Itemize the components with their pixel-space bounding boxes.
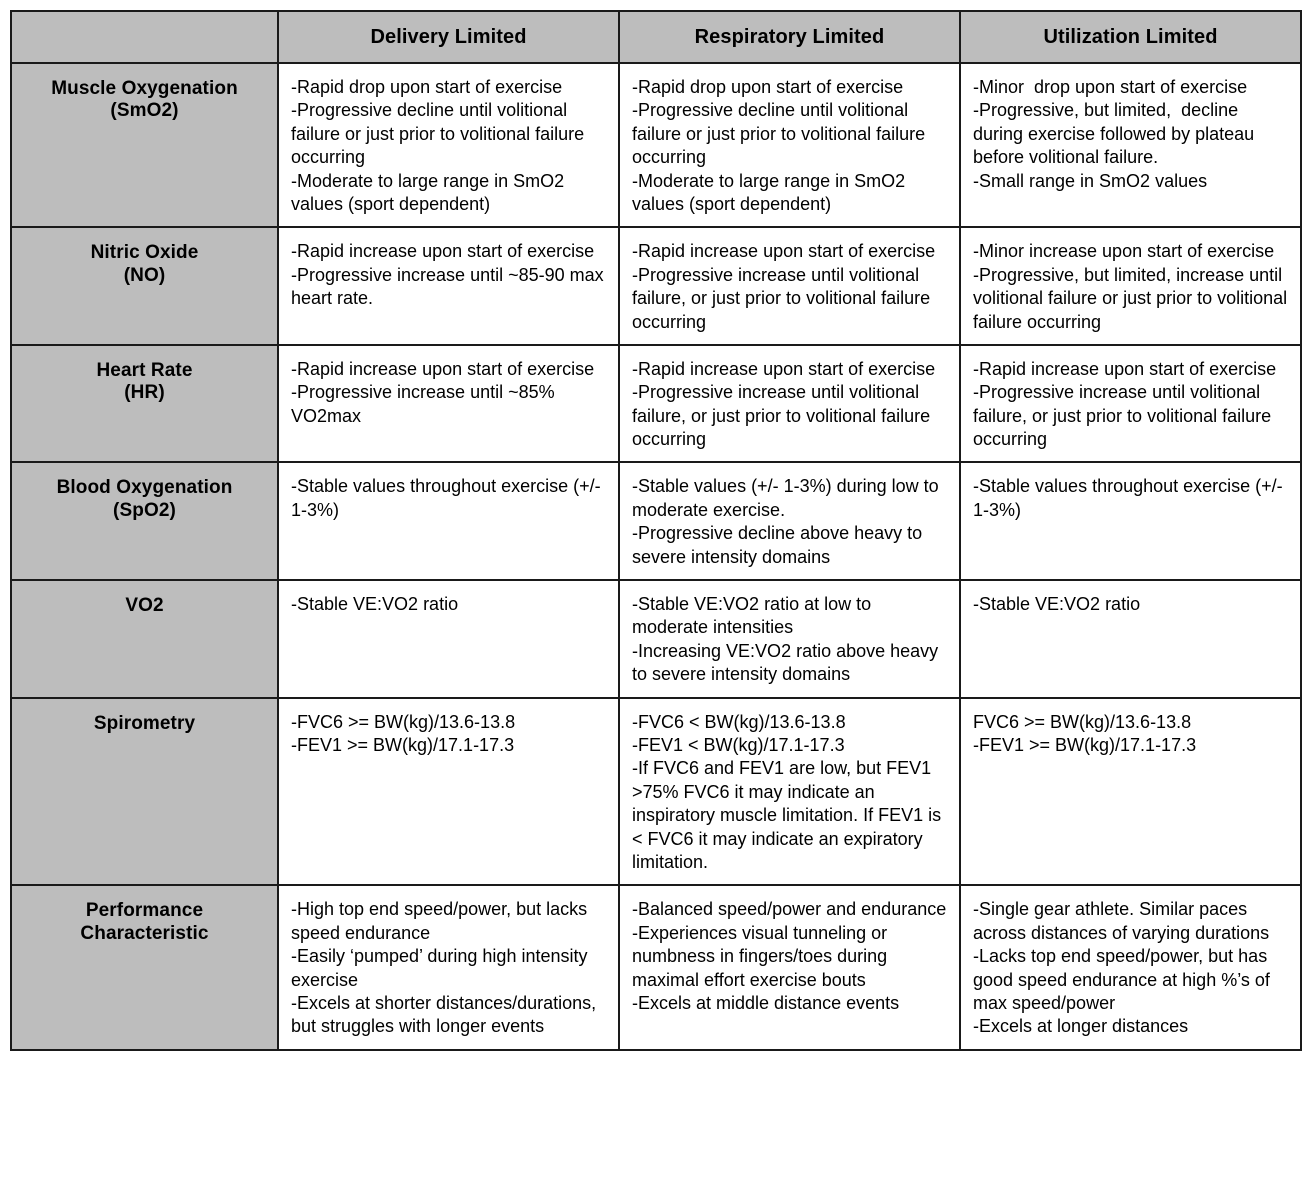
table-header-row [11, 11, 1301, 63]
row-header-line: Characteristic [80, 922, 209, 944]
table-row [11, 345, 1301, 463]
cell-bullet-line: -Stable VE:VO2 ratio [291, 594, 459, 615]
row-header-line: (SpO2) [113, 499, 176, 521]
column-header-delivery-limited: Delivery Limited [278, 11, 619, 63]
row-header-line: Nitric Oxide [90, 242, 199, 264]
cell-bullet-line: -Stable values throughout exercise (+/- 1-3%) [973, 476, 1288, 520]
cell-bullet-line: -Minor increase upon start of exercise [973, 241, 1275, 262]
table-cell-utilization [960, 885, 1301, 1049]
cell-bullet-line: -Rapid increase upon start of exercise [632, 241, 936, 262]
cell-bullet-line: -FEV1 < BW(kg)/17.1-17.3 [632, 734, 845, 755]
cell-bullet-line: -Experiences visual tunneling or numbness in fingers/toes during maximal effort exercise bouts [632, 922, 893, 990]
table-head [11, 11, 1301, 63]
row-header-cell [11, 63, 278, 227]
table-row [11, 885, 1301, 1049]
cell-bullet-line: -Easily ‘pumped’ during high intensity exercise [291, 946, 593, 990]
table-corner-cell [11, 11, 278, 63]
row-header-line: Spirometry [93, 712, 196, 734]
table-cell-respiratory [619, 345, 960, 463]
table-cell-delivery [278, 885, 619, 1049]
cell-bullet-line: -Progressive decline above heavy to severe intensity domains [632, 523, 933, 567]
cell-bullet-line: -Progressive decline until volitional failure or just prior to volitional failure occurring [632, 100, 931, 168]
table-row [11, 698, 1301, 886]
table-cell-delivery [278, 227, 619, 345]
cell-bullet-line: -Single gear athlete. Similar paces across distances of varying durations [973, 899, 1270, 943]
row-header-cell [11, 580, 278, 698]
row-header-line: VO2 [125, 595, 164, 617]
row-header-line: Performance [85, 900, 204, 922]
table-row [11, 580, 1301, 698]
table-cell-utilization [960, 580, 1301, 698]
table-cell-delivery [278, 580, 619, 698]
cell-bullet-line: -FEV1 >= BW(kg)/17.1-17.3 [291, 734, 515, 755]
cell-bullet-line: -Rapid increase upon start of exercise [973, 358, 1277, 379]
cell-bullet-line: -Progressive increase until volitional failure, or just prior to volitional failure occurring [632, 264, 936, 332]
cell-bullet-line: -Lacks top end speed/power, but has good speed endurance at high %’s of max speed/power [973, 946, 1275, 1013]
cell-bullet-line: -If FVC6 and FEV1 are low, but FEV1 >75% FVC6 it may indicate an inspiratory muscle limitation. If FEV1 is < FVC6 it may indicate an expiratory limitation. [632, 758, 947, 872]
cell-bullet-line: -FVC6 >= BW(kg)/13.6-13.8 [291, 711, 516, 732]
table-cell-utilization [960, 462, 1301, 580]
row-header-line: (NO) [123, 264, 166, 286]
row-header-line: Heart Rate [96, 359, 193, 381]
row-header-line: Blood Oxygenation [56, 477, 233, 499]
table-sheet [0, 10, 1314, 1188]
table-cell-respiratory [619, 580, 960, 698]
table-cell-respiratory [619, 885, 960, 1049]
table-cell-delivery [278, 63, 619, 227]
row-header-cell [11, 345, 278, 463]
cell-bullet-line: -Progressive, but limited, increase until volitional failure or just prior to volitional failure occurring [973, 264, 1293, 332]
row-header-cell [11, 885, 278, 1049]
cell-bullet-line: -Rapid increase upon start of exercise [291, 241, 595, 262]
cell-bullet-line: -Balanced speed/power and endurance [632, 899, 947, 920]
cell-bullet-line: -Minor drop upon start of exercise [973, 77, 1248, 97]
row-header-line: (SmO2) [110, 100, 179, 122]
cell-bullet-line: -Moderate to large range in SmO2 values (sport dependent) [632, 170, 911, 214]
cell-bullet-line: -Stable values (+/- 1-3%) during low to moderate exercise. [632, 476, 944, 520]
cell-bullet-line: -Moderate to large range in SmO2 values (sport dependent) [291, 170, 570, 214]
row-header-cell [11, 462, 278, 580]
cell-bullet-line: -Progressive, but limited, decline during exercise followed by plateau before volitional failure. [973, 100, 1260, 168]
cell-bullet-line: -Rapid drop upon start of exercise [632, 77, 904, 97]
table-cell-respiratory [619, 698, 960, 886]
table-row [11, 227, 1301, 345]
table-cell-delivery [278, 345, 619, 463]
cell-bullet-line: -Progressive increase until ~85-90 max heart rate. [291, 264, 609, 309]
row-header-cell [11, 227, 278, 345]
table-row [11, 63, 1301, 227]
limiter-comparison-table [10, 10, 1302, 1051]
table-body [11, 63, 1301, 1050]
cell-bullet-line: -Stable VE:VO2 ratio at low to moderate intensities [632, 594, 877, 638]
cell-bullet-line: -Stable VE:VO2 ratio [973, 594, 1141, 615]
table-cell-utilization [960, 63, 1301, 227]
cell-bullet-line: -FVC6 < BW(kg)/13.6-13.8 [632, 711, 846, 732]
table-cell-utilization [960, 227, 1301, 345]
column-header-utilization-limited: Utilization Limited [960, 11, 1301, 63]
table-cell-delivery [278, 698, 619, 886]
cell-bullet-line: -Excels at middle distance events [632, 992, 900, 1013]
table-cell-utilization [960, 698, 1301, 886]
cell-bullet-line: -FEV1 >= BW(kg)/17.1-17.3 [973, 734, 1197, 755]
cell-bullet-line: -Progressive increase until volitional failure, or just prior to volitional failure occurring [973, 382, 1277, 450]
cell-bullet-line: -Small range in SmO2 values [973, 170, 1208, 191]
cell-bullet-line: -High top end speed/power, but lacks speed endurance [291, 899, 593, 943]
cell-bullet-line: -Rapid increase upon start of exercise [291, 358, 595, 379]
cell-bullet-line: -Progressive decline until volitional failure or just prior to volitional failure occurring [291, 100, 590, 168]
cell-bullet-line: FVC6 >= BW(kg)/13.6-13.8 [973, 711, 1192, 732]
row-header-line: Muscle Oxygenation [51, 78, 238, 99]
cell-bullet-line: -Increasing VE:VO2 ratio above heavy to severe intensity domains [632, 640, 944, 685]
cell-bullet-line: -Excels at longer distances [973, 1016, 1189, 1037]
cell-bullet-line: -Excels at shorter distances/durations, but struggles with longer events [291, 992, 602, 1037]
cell-bullet-line: -Progressive increase until ~85% VO2max [291, 382, 560, 426]
table-cell-respiratory [619, 227, 960, 345]
cell-bullet-line: -Progressive increase until volitional failure, or just prior to volitional failure occurring [632, 382, 936, 450]
row-header-cell [11, 698, 278, 886]
cell-bullet-line: -Rapid increase upon start of exercise [632, 358, 936, 379]
cell-bullet-line: -Rapid drop upon start of exercise [291, 77, 563, 97]
table-row [11, 462, 1301, 580]
column-header-respiratory-limited: Respiratory Limited [619, 11, 960, 63]
table-cell-utilization [960, 345, 1301, 463]
table-cell-delivery [278, 462, 619, 580]
table-cell-respiratory [619, 63, 960, 227]
table-cell-respiratory [619, 462, 960, 580]
cell-bullet-line: -Stable values throughout exercise (+/- 1-3%) [291, 476, 606, 520]
row-header-line: (HR) [124, 382, 165, 404]
